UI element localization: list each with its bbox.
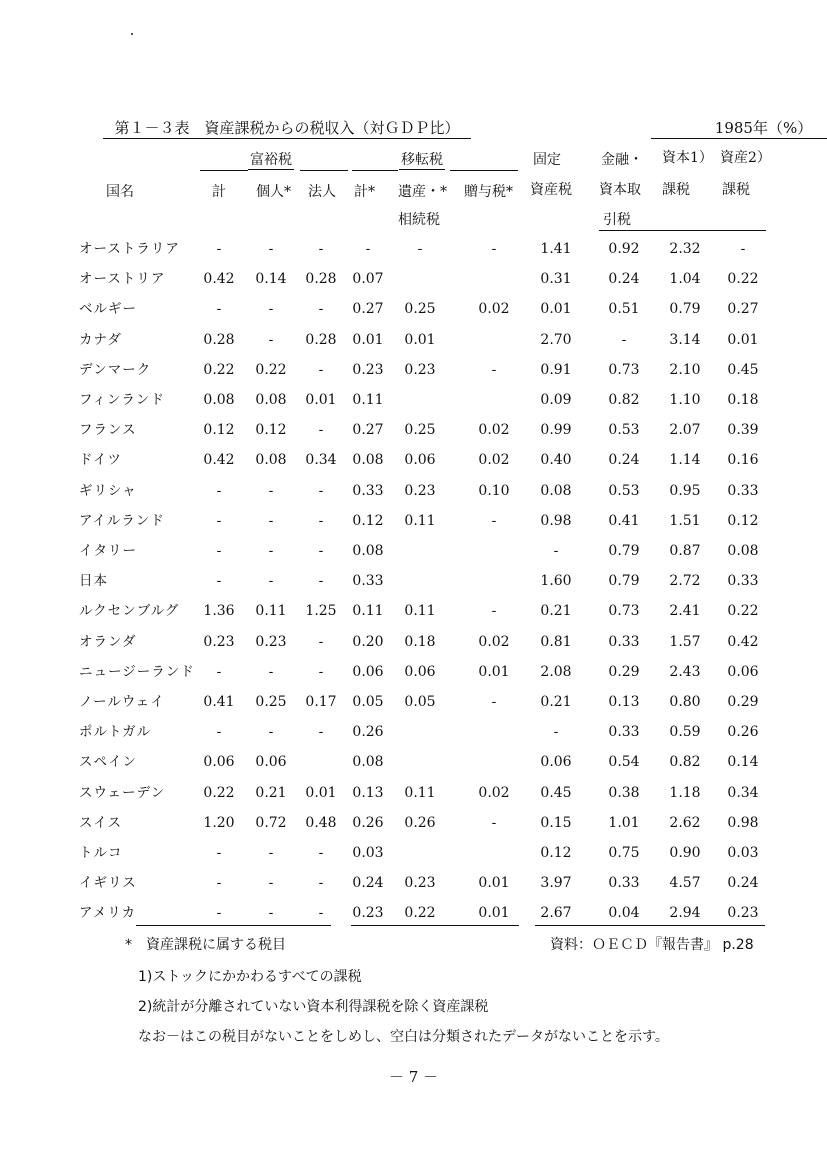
cell-wealth-total: 1.20	[203, 814, 235, 831]
cell-wealth-total: -	[216, 301, 222, 318]
cell-capital: 1.51	[669, 512, 701, 529]
cell-fixed-asset: 3.97	[540, 875, 572, 892]
cell-wealth-corporate: -	[318, 543, 324, 559]
cell-wealth-individual: -	[268, 724, 274, 741]
cell-gift: -	[491, 361, 497, 378]
cell-fixed-asset: 0.12	[540, 845, 572, 861]
cell-wealth-total: -	[216, 573, 222, 590]
cell-gift: 0.01	[478, 663, 510, 680]
header-group-wealth-rule-left	[200, 170, 248, 171]
cell-estate-inheritance: 0.01	[404, 331, 436, 348]
cell-financial-capital: 0.79	[608, 543, 640, 559]
cell-wealth-total: 1.36	[203, 603, 235, 620]
cell-transfer-total: 0.07	[352, 271, 384, 288]
cell-asset: 0.06	[727, 663, 759, 680]
cell-capital: 2.94	[669, 905, 701, 922]
table-row	[0, 511, 827, 535]
cell-fixed-asset: 2.08	[540, 663, 572, 680]
cell-wealth-individual: 0.14	[255, 271, 287, 288]
table-row	[0, 783, 827, 807]
cell-capital: 2.62	[669, 814, 701, 831]
cell-capital: 3.14	[669, 331, 701, 348]
cell-financial-capital: 0.13	[608, 694, 640, 710]
header-wealth-corporate: 法人	[308, 184, 336, 200]
cell-asset: 0.24	[727, 875, 759, 892]
table-row	[0, 299, 827, 323]
cell-fixed-asset: 0.01	[540, 301, 572, 318]
cell-wealth-individual: 0.21	[255, 784, 287, 801]
table-row	[0, 420, 827, 444]
cell-capital: 4.57	[669, 875, 701, 892]
country-name: オランダ	[79, 633, 137, 650]
cell-capital: 1.10	[669, 392, 701, 408]
country-name: アイルランド	[79, 512, 165, 529]
country-name: イタリー	[79, 543, 137, 559]
cell-gift: -	[491, 512, 497, 529]
cell-asset: 0.34	[727, 784, 759, 801]
cell-wealth-corporate: -	[318, 663, 324, 680]
cell-fixed-asset: 0.06	[540, 754, 572, 771]
cell-wealth-total: -	[216, 543, 222, 559]
footnote-asterisk: * 資産課税に属する税目	[125, 937, 286, 953]
cell-wealth-individual: -	[268, 905, 274, 922]
cell-transfer-total: 0.27	[352, 301, 384, 318]
cell-transfer-total: 0.08	[352, 452, 384, 469]
country-name: ルクセンブルグ	[79, 603, 180, 620]
cell-financial-capital: 0.53	[608, 482, 640, 499]
cell-financial-capital: 1.01	[608, 814, 640, 831]
cell-wealth-corporate: 1.25	[305, 603, 337, 620]
cell-estate-inheritance: 0.18	[404, 633, 436, 650]
cell-wealth-total: -	[216, 512, 222, 529]
cell-estate-inheritance: 0.23	[404, 482, 436, 499]
country-name: ギリシャ	[79, 482, 137, 499]
header-group-transfer-rule-right	[450, 170, 518, 171]
cell-financial-capital: 0.92	[608, 241, 640, 257]
cell-financial-capital: 0.73	[608, 361, 640, 378]
cell-gift: 0.02	[478, 633, 510, 650]
cell-wealth-corporate: 0.48	[305, 814, 337, 831]
cell-capital: 0.80	[669, 694, 701, 710]
country-name: スウェーデン	[79, 784, 166, 801]
cell-financial-capital: 0.33	[608, 875, 640, 892]
country-name: スペイン	[79, 754, 137, 771]
cell-financial-capital: 0.33	[608, 633, 640, 650]
page-number: － 7 －	[388, 1068, 439, 1086]
cell-fixed-asset: 1.41	[540, 241, 572, 257]
cell-capital: 0.82	[669, 754, 701, 771]
cell-asset: 0.03	[727, 845, 759, 861]
header-wealth-total: 計	[212, 184, 226, 200]
cell-estate-inheritance: 0.25	[404, 422, 436, 439]
cell-wealth-corporate: -	[318, 573, 324, 590]
cell-transfer-total: 0.03	[352, 845, 384, 861]
table-row	[0, 239, 827, 263]
cell-asset: 0.98	[727, 814, 759, 831]
cell-asset: 0.23	[727, 905, 759, 922]
cell-gift: 0.02	[478, 784, 510, 801]
cell-asset: 0.01	[727, 331, 759, 348]
cell-wealth-corporate: 0.28	[305, 331, 337, 348]
header-wealth-individual: 個人*	[256, 184, 291, 200]
cell-financial-capital: 0.51	[608, 301, 640, 318]
country-name: トルコ	[79, 845, 123, 861]
header-cap-top: 資本1）	[662, 150, 713, 166]
table-bottom-rule-3	[535, 925, 765, 926]
cell-financial-capital: 0.38	[608, 784, 640, 801]
cell-financial-capital: 0.73	[608, 603, 640, 620]
table-bottom-rule-2	[351, 925, 519, 926]
cell-wealth-total: 0.42	[203, 452, 235, 469]
cell-wealth-corporate: 0.28	[305, 271, 337, 288]
cell-wealth-total: 0.06	[203, 754, 235, 771]
country-name: ニュージーランド	[79, 663, 195, 680]
cell-financial-capital: -	[621, 331, 627, 348]
year-unit-label: 1985年（%）	[651, 118, 827, 139]
table-row	[0, 541, 827, 565]
cell-transfer-total: 0.01	[352, 331, 384, 348]
table-row	[0, 390, 827, 414]
cell-asset: -	[740, 241, 746, 257]
cell-wealth-corporate: -	[318, 905, 324, 922]
cell-fixed-asset: 0.21	[540, 694, 572, 710]
cell-estate-inheritance: 0.23	[404, 875, 436, 892]
country-name: 日本	[79, 573, 108, 590]
table-row	[0, 662, 827, 686]
cell-transfer-total: 0.33	[352, 573, 384, 590]
cell-capital: 0.90	[669, 845, 701, 861]
cell-wealth-individual: -	[268, 301, 274, 318]
cell-wealth-total: 0.41	[203, 694, 235, 710]
cell-wealth-total: 0.22	[203, 361, 235, 378]
table-row	[0, 813, 827, 837]
cell-wealth-individual: -	[268, 331, 274, 348]
cell-asset: 0.45	[727, 361, 759, 378]
cell-wealth-total: 0.22	[203, 784, 235, 801]
cell-capital: 2.41	[669, 603, 701, 620]
cell-fixed-asset: 0.99	[540, 422, 572, 439]
cell-capital: 1.18	[669, 784, 701, 801]
country-name: カナダ	[79, 331, 122, 348]
cell-financial-capital: 0.79	[608, 573, 640, 590]
table-row	[0, 269, 827, 293]
cell-financial-capital: 0.04	[608, 905, 640, 922]
cell-transfer-total: 0.33	[352, 482, 384, 499]
cell-wealth-corporate: -	[318, 482, 324, 499]
cell-estate-inheritance: 0.11	[404, 512, 436, 529]
cell-wealth-individual: 0.72	[255, 814, 287, 831]
cell-gift: -	[491, 241, 497, 257]
cell-asset: 0.39	[727, 422, 759, 439]
cell-capital: 1.14	[669, 452, 701, 469]
header-fin-bottom: 引税	[603, 212, 631, 228]
cell-fixed-asset: -	[553, 724, 559, 741]
country-name: イギリス	[79, 875, 137, 892]
header-group-transfer: 移転税	[401, 152, 443, 168]
cell-fixed-asset: 2.70	[540, 331, 572, 348]
header-transfer-total: 計*	[354, 184, 375, 200]
cell-fixed-asset: 0.81	[540, 633, 572, 650]
cell-asset: 0.42	[727, 633, 759, 650]
cell-asset: 0.22	[727, 603, 759, 620]
cell-transfer-total: 0.08	[352, 754, 384, 771]
header-fixed-bottom: 資産税	[530, 182, 572, 198]
cell-fixed-asset: 0.21	[540, 603, 572, 620]
cell-transfer-total: 0.26	[352, 724, 384, 741]
cell-estate-inheritance: 0.06	[404, 663, 436, 680]
country-name: フィンランド	[79, 392, 165, 408]
cell-capital: 0.59	[669, 724, 701, 741]
cell-wealth-individual: 0.12	[255, 422, 287, 439]
cell-transfer-total: 0.11	[352, 603, 384, 620]
cell-transfer-total: 0.23	[352, 905, 384, 922]
cell-wealth-corporate: 0.01	[305, 784, 337, 801]
cell-wealth-total: -	[216, 875, 222, 892]
table-row	[0, 601, 827, 625]
cell-wealth-total: -	[216, 724, 222, 741]
cell-fixed-asset: 0.08	[540, 482, 572, 499]
country-name: スイス	[79, 814, 123, 831]
cell-financial-capital: 0.75	[608, 845, 640, 861]
cell-estate-inheritance: 0.25	[404, 301, 436, 318]
cell-capital: 2.72	[669, 573, 701, 590]
header-fixed-top: 固定	[533, 152, 561, 168]
cell-gift: 0.02	[478, 452, 510, 469]
cell-wealth-total: -	[216, 905, 222, 922]
cell-wealth-corporate: -	[318, 512, 324, 529]
cell-fixed-asset: 2.67	[540, 905, 572, 922]
country-name: オーストリア	[79, 271, 166, 288]
cell-gift: -	[491, 603, 497, 620]
cell-estate-inheritance: 0.11	[404, 784, 436, 801]
cell-wealth-total: 0.42	[203, 271, 235, 288]
cell-gift: 0.02	[478, 301, 510, 318]
cell-wealth-corporate: -	[318, 301, 324, 318]
cell-wealth-corporate: -	[318, 361, 324, 378]
cell-asset: 0.27	[727, 301, 759, 318]
cell-fixed-asset: 0.15	[540, 814, 572, 831]
cell-wealth-individual: 0.08	[255, 392, 287, 408]
footnote-source: 資料：ＯＥＣＤ『報告書』 p.28	[550, 937, 754, 953]
cell-capital: 2.32	[669, 241, 701, 257]
cell-estate-inheritance: 0.26	[404, 814, 436, 831]
cell-wealth-corporate: -	[318, 633, 324, 650]
cell-transfer-total: -	[365, 241, 371, 257]
header-fin-mid: 資本取	[599, 182, 641, 198]
cell-financial-capital: 0.54	[608, 754, 640, 771]
cell-financial-capital: 0.41	[608, 512, 640, 529]
cell-transfer-total: 0.27	[352, 422, 384, 439]
cell-estate-inheritance: 0.06	[404, 452, 436, 469]
cell-transfer-total: 0.20	[352, 633, 384, 650]
cell-fixed-asset: -	[553, 543, 559, 559]
footnote-2: 2)統計が分離されていない資本利得課税を除く資産課税	[138, 999, 489, 1015]
cell-wealth-corporate: 0.17	[305, 694, 337, 710]
cell-asset: 0.22	[727, 271, 759, 288]
header-bottom-rule	[599, 230, 766, 231]
cell-estate-inheritance: 0.22	[404, 905, 436, 922]
cell-wealth-individual: 0.06	[255, 754, 287, 771]
country-name: ベルギー	[79, 301, 137, 318]
cell-financial-capital: 0.82	[608, 392, 640, 408]
cell-asset: 0.18	[727, 392, 759, 408]
cell-wealth-individual: 0.11	[255, 603, 287, 620]
header-asset-top: 資産2）	[720, 150, 771, 166]
country-name: アメリカ	[79, 905, 137, 922]
cell-gift: -	[491, 814, 497, 831]
cell-wealth-individual: -	[268, 512, 274, 529]
cell-asset: 0.26	[727, 724, 759, 741]
cell-wealth-individual: -	[268, 482, 274, 499]
cell-financial-capital: 0.33	[608, 724, 640, 741]
country-name: ポルトガル	[79, 724, 152, 741]
cell-capital: 0.79	[669, 301, 701, 318]
cell-asset: 0.33	[727, 573, 759, 590]
cell-wealth-individual: -	[268, 241, 274, 257]
cell-capital: 0.87	[669, 543, 701, 559]
cell-asset: 0.08	[727, 543, 759, 559]
cell-fixed-asset: 0.98	[540, 512, 572, 529]
cell-capital: 1.04	[669, 271, 701, 288]
cell-wealth-total: 0.08	[203, 392, 235, 408]
header-fin-top: 金融・	[601, 152, 643, 168]
header-cap-bottom: 課税	[662, 182, 690, 198]
table-row	[0, 692, 827, 716]
table-row	[0, 632, 827, 656]
cell-wealth-total: -	[216, 663, 222, 680]
cell-transfer-total: 0.06	[352, 663, 384, 680]
cell-gift: 0.01	[478, 905, 510, 922]
cell-transfer-total: 0.26	[352, 814, 384, 831]
table-row	[0, 571, 827, 595]
cell-transfer-total: 0.23	[352, 361, 384, 378]
header-group-transfer-rule-left	[352, 170, 398, 171]
cell-gift: 0.01	[478, 875, 510, 892]
cell-wealth-corporate: -	[318, 875, 324, 892]
table-row	[0, 722, 827, 746]
table-title-row	[103, 118, 813, 140]
cell-asset: 0.29	[727, 694, 759, 710]
header-asset-bottom: 課税	[722, 182, 750, 198]
cell-wealth-individual: -	[268, 573, 274, 590]
cell-estate-inheritance: 0.11	[404, 603, 436, 620]
cell-fixed-asset: 0.45	[540, 784, 572, 801]
cell-wealth-individual: 0.08	[255, 452, 287, 469]
cell-transfer-total: 0.13	[352, 784, 384, 801]
cell-estate-inheritance: 0.05	[404, 694, 436, 710]
cell-wealth-total: 0.23	[203, 633, 235, 650]
table-row	[0, 873, 827, 897]
header-estate-bottom: 相続税	[398, 212, 440, 228]
cell-capital: 2.43	[669, 663, 701, 680]
cell-wealth-total: -	[216, 845, 222, 861]
cell-financial-capital: 0.53	[608, 422, 640, 439]
cell-wealth-corporate: 0.01	[305, 392, 337, 408]
cell-transfer-total: 0.12	[352, 512, 384, 529]
cell-transfer-total: 0.11	[352, 392, 384, 408]
cell-capital: 1.57	[669, 633, 701, 650]
cell-financial-capital: 0.24	[608, 452, 640, 469]
header-country: 国名	[106, 184, 134, 200]
cell-wealth-corporate: -	[318, 845, 324, 861]
cell-estate-inheritance: -	[417, 241, 423, 257]
cell-asset: 0.12	[727, 512, 759, 529]
cell-wealth-total: -	[216, 241, 222, 257]
cell-wealth-individual: 0.22	[255, 361, 287, 378]
table-bottom-rule-1	[136, 925, 331, 926]
cell-wealth-total: 0.28	[203, 331, 235, 348]
table-row	[0, 752, 827, 776]
country-name: デンマーク	[79, 361, 152, 378]
cell-fixed-asset: 0.40	[540, 452, 572, 469]
table-title: 第１－３表 資産課税からの税収入（対ＧＤＰ比）	[103, 118, 471, 139]
cell-asset: 0.33	[727, 482, 759, 499]
table-row	[0, 360, 827, 384]
cell-wealth-total: 0.12	[203, 422, 235, 439]
cell-wealth-corporate: -	[318, 422, 324, 439]
cell-asset: 0.16	[727, 452, 759, 469]
cell-transfer-total: 0.05	[352, 694, 384, 710]
footnote-1: 1)ストックにかかわるすべての課税	[138, 969, 362, 985]
cell-gift: -	[491, 694, 497, 710]
country-name: フランス	[79, 422, 137, 439]
cell-asset: 0.14	[727, 754, 759, 771]
cell-fixed-asset: 0.31	[540, 271, 572, 288]
header-estate-top: 遺産・*	[398, 184, 447, 200]
cell-capital: 2.07	[669, 422, 701, 439]
header-group-wealth: 富裕税	[250, 152, 292, 168]
cell-capital: 0.95	[669, 482, 701, 499]
cell-wealth-individual: -	[268, 845, 274, 861]
country-name: ドイツ	[79, 452, 122, 469]
scan-speck	[131, 33, 133, 35]
cell-gift: 0.10	[478, 482, 510, 499]
cell-wealth-individual: 0.25	[255, 694, 287, 710]
cell-wealth-individual: 0.23	[255, 633, 287, 650]
header-gift: 贈与税*	[464, 184, 513, 200]
cell-wealth-individual: -	[268, 875, 274, 892]
cell-wealth-total: -	[216, 482, 222, 499]
header-group-wealth-rule-right	[300, 170, 348, 171]
footnote-3: なお－はこの税目がないことをしめし、空白は分類されたデータがないことを示す。	[138, 1029, 669, 1045]
cell-fixed-asset: 0.09	[540, 392, 572, 408]
cell-gift: 0.02	[478, 422, 510, 439]
table-row	[0, 330, 827, 354]
country-name: ノールウェイ	[79, 694, 165, 710]
cell-transfer-total: 0.08	[352, 543, 384, 559]
cell-wealth-corporate: -	[318, 241, 324, 257]
cell-wealth-corporate: -	[318, 724, 324, 741]
cell-transfer-total: 0.24	[352, 875, 384, 892]
cell-fixed-asset: 0.91	[540, 361, 572, 378]
cell-financial-capital: 0.29	[608, 663, 640, 680]
cell-estate-inheritance: 0.23	[404, 361, 436, 378]
cell-capital: 2.10	[669, 361, 701, 378]
country-name: オーストラリア	[79, 241, 180, 257]
cell-wealth-corporate: 0.34	[305, 452, 337, 469]
table-row	[0, 903, 827, 927]
cell-wealth-individual: -	[268, 543, 274, 559]
table-row	[0, 481, 827, 505]
cell-financial-capital: 0.24	[608, 271, 640, 288]
table-row	[0, 450, 827, 474]
table-row	[0, 843, 827, 867]
cell-fixed-asset: 1.60	[540, 573, 572, 590]
cell-wealth-individual: -	[268, 663, 274, 680]
